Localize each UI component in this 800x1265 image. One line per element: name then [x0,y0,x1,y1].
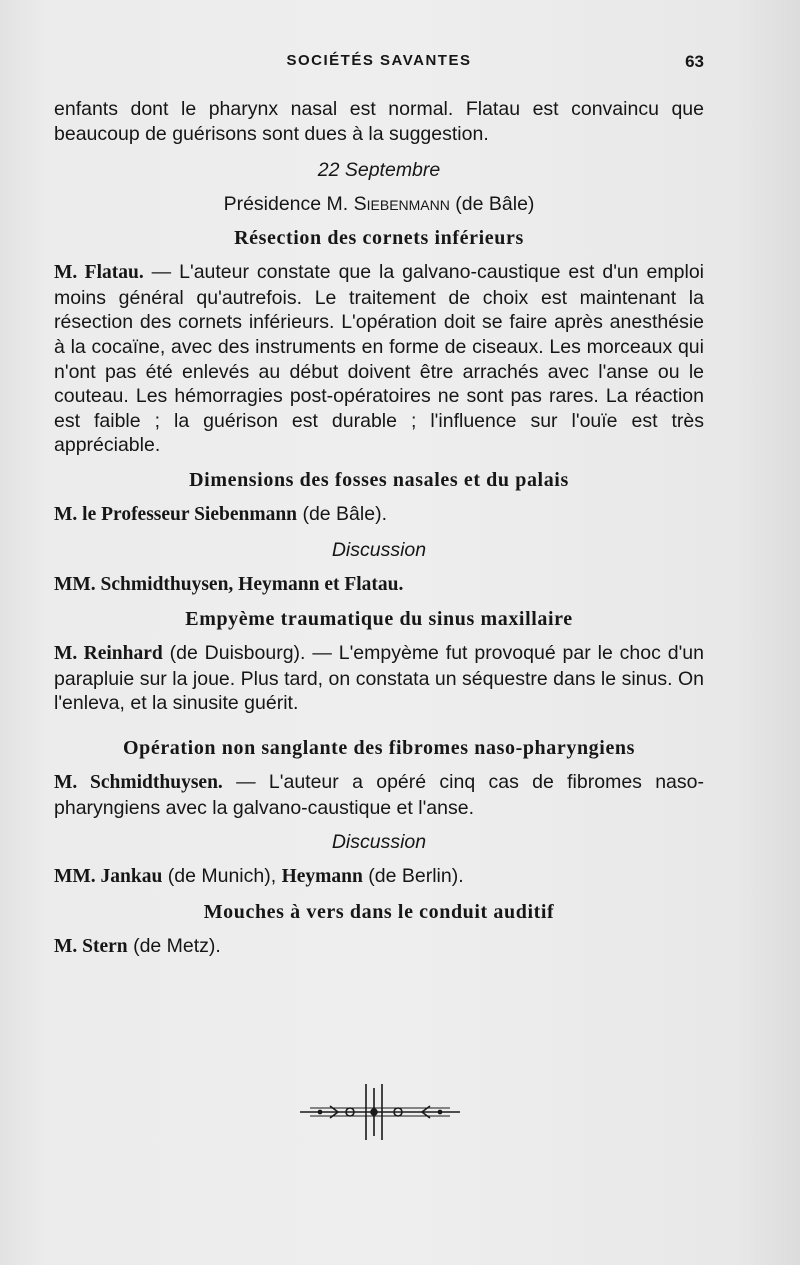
running-head: SOCIÉTÉS SAVANTES [286,52,472,69]
section-text: (de Metz). [127,934,221,957]
section-text: (de Bâle). [297,502,387,525]
section-paragraph [54,934,704,960]
continuation-paragraph: enfants dont le pharynx nasal est normal. Flatau est convaincu que beaucoup de guérisons sont dues à la suggestion. [54,98,704,145]
discussion-speaker-jankau: MM. Jankau [54,866,163,888]
decorative-ornament [290,1080,470,1142]
presidence-name: Siebenmann [353,193,450,216]
discussion-origin-berlin: (de Berlin). [362,865,464,888]
presidence-prefix: Présidence M. [223,193,354,216]
section-text: (de Duisbourg). — L'empyème fut provoqué par le choc d'un parapluie sur la joue. Plus tard, on constata un séquestre dans le sinus. On l'enleva, et la sinusite guérit. [54,642,704,715]
speaker-name: M. le Professeur Siebenmann [54,503,298,525]
discussion-speaker-names: MM. Schmidthuysen, Heymann et Flatau. [54,573,404,595]
speaker-name: M. Reinhard [54,643,163,665]
discussion-speaker-heymann: Heymann [281,866,363,888]
discussion-origin-munich: (de Munich), [162,865,282,888]
discussion-speakers [54,572,704,598]
presidence-suffix: (de Bâle) [449,193,535,216]
section-paragraph [54,770,704,820]
speaker-name: M. Schmidthuysen. [54,771,223,793]
section-title: Résection des cornets inférieurs [234,227,524,250]
speaker-name: M. Stern [54,935,128,957]
section-paragraph [54,260,704,458]
discussion-label: Discussion [331,538,427,561]
presidence-line [54,192,704,216]
section-title: Mouches à vers dans le conduit auditif [203,900,555,923]
discussion-speakers [54,864,704,890]
discussion-label: Discussion [331,831,427,854]
section-title: Dimensions des fosses nasales et du palais [189,468,569,491]
speaker-name: M. Flatau. [54,262,144,284]
section-text: — L'auteur constate que la galvano-caustique est d'un emploi moins général qu'autrefois. Le traitement de choix est maintenant la résection des cornets inférieurs. L'opération doit se faire après anesthésie à la cocaïne, avec des instruments en forme de ciseaux. Les morceaux qui n'ont pas été enlevés au début doivent être arrachés avec l'anse ou le couteau. Les hémorragies post-opératoires ne sont pas rares. La réaction est faible ; la guérison est durable ; l'influence sur l'ouïe est très appréciable. [54,261,704,457]
section-paragraph [54,502,704,528]
session-date: 22 Septembre [317,159,441,182]
text-body [54,97,704,959]
section-title: Opération non sanglante des fibromes naso-pharyngiens [122,736,636,759]
section-paragraph [54,641,704,716]
page-number: 63 [685,52,704,71]
section-title: Empyème traumatique du sinus maxillaire [185,608,573,631]
section-text: — L'auteur a opéré cinq cas de fibromes naso-pharyngiens avec la galvano-caustique et l'anse. [54,770,704,819]
page-header [54,52,704,82]
